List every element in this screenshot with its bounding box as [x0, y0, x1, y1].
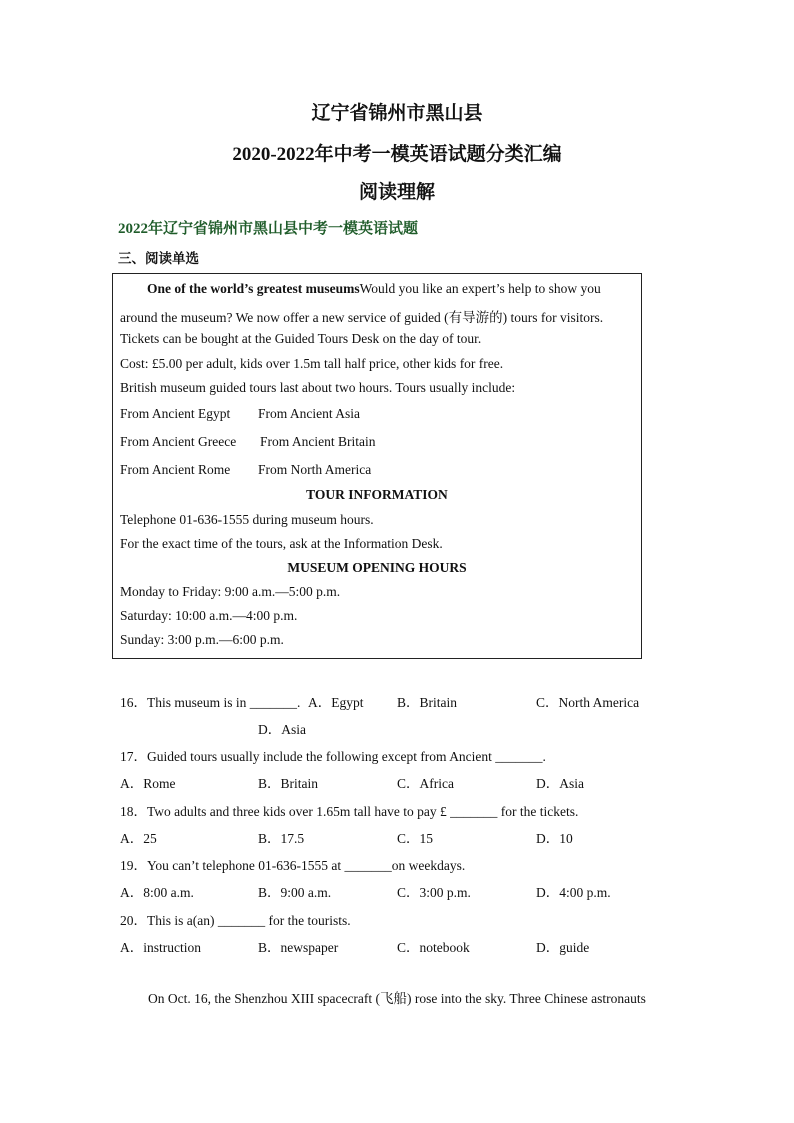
- section-heading: 三、阅读单选: [118, 251, 199, 266]
- passage-line: British museum guided tours last about two hours. Tours usually include:: [120, 380, 516, 395]
- opening-hours-line: Sunday: 3:00 p.m.—6:00 p.m.: [120, 632, 284, 647]
- passage-lead-bold: One of the world’s greatest museums: [147, 281, 360, 296]
- exam-source-heading: 2022年辽宁省锦州市黑山县中考一模英语试题: [118, 221, 419, 237]
- opening-hours-line: Saturday: 10:00 a.m.—4:00 p.m.: [120, 608, 298, 623]
- passage-line: Cost: £5.00 per adult, kids over 1.5m tall half price, other kids for free.: [120, 356, 504, 371]
- answer-option: A．25: [120, 831, 157, 846]
- tour-info-heading: TOUR INFORMATION: [306, 487, 448, 502]
- answer-option: A．Egypt: [308, 695, 364, 710]
- answer-option: D．Asia: [258, 722, 306, 737]
- answer-option: B．Britain: [397, 695, 457, 710]
- answer-option: D．10: [536, 831, 573, 846]
- answer-option: D．Asia: [536, 776, 584, 791]
- next-passage-first-line: On Oct. 16, the Shenzhou XIII spacecraft (飞船) rose into the sky. Three Chinese astronauts: [148, 991, 646, 1006]
- answer-option: D．4:00 p.m.: [536, 885, 611, 900]
- answer-option: C．North America: [536, 695, 640, 710]
- answer-option: C．Africa: [397, 776, 454, 791]
- question-stem: 19．You can’t telephone 01-636-1555 at _______on weekdays.: [120, 858, 466, 873]
- answer-option: B．9:00 a.m.: [258, 885, 332, 900]
- tour-item: From Ancient Britain: [260, 434, 376, 449]
- answer-option: C．15: [397, 831, 434, 846]
- opening-hours-line: Monday to Friday: 9:00 a.m.—5:00 p.m.: [120, 584, 341, 599]
- answer-option: C．notebook: [397, 940, 470, 955]
- question-stem: 17．Guided tours usually include the following except from Ancient _______.: [120, 749, 546, 764]
- answer-option: A．8:00 a.m.: [120, 885, 194, 900]
- tour-item: From North America: [258, 462, 372, 477]
- document-title-region: 辽宁省锦州市黑山县: [311, 103, 483, 124]
- tour-info-line: For the exact time of the tours, ask at the Information Desk.: [120, 536, 443, 551]
- answer-option: B．17.5: [258, 831, 305, 846]
- answer-option: A．instruction: [120, 940, 201, 955]
- document-title-topic: 阅读理解: [358, 182, 435, 203]
- tour-item: From Ancient Egypt: [120, 406, 231, 421]
- tour-info-line: Telephone 01-636-1555 during museum hours.: [120, 512, 374, 527]
- tour-item: From Ancient Greece: [120, 434, 237, 449]
- passage-lead-line: [147, 281, 601, 297]
- passage-line: around the museum? We now offer a new service of guided (有导游的) tours for visitors.: [120, 310, 604, 325]
- passage-lead-rest: Would you like an expert’s help to show you: [359, 281, 601, 296]
- tour-item: From Ancient Rome: [120, 462, 231, 477]
- document-title-years: 2020-2022年中考一模英语试题分类汇编: [232, 144, 562, 165]
- answer-option: D．guide: [536, 940, 590, 955]
- tour-item: From Ancient Asia: [258, 406, 360, 421]
- answer-option: B．newspaper: [258, 940, 339, 955]
- answer-option: A．Rome: [120, 776, 176, 791]
- answer-option: C．3:00 p.m.: [397, 885, 471, 900]
- opening-hours-heading: MUSEUM OPENING HOURS: [287, 560, 467, 575]
- passage-line: Tickets can be bought at the Guided Tours Desk on the day of tour.: [120, 331, 482, 346]
- answer-option: B．Britain: [258, 776, 318, 791]
- question-stem: 18．Two adults and three kids over 1.65m tall have to pay £ _______ for the tickets.: [120, 804, 579, 819]
- question-stem: 16．This museum is in _______.: [120, 695, 301, 710]
- question-stem: 20．This is a(an) _______ for the tourists.: [120, 913, 351, 928]
